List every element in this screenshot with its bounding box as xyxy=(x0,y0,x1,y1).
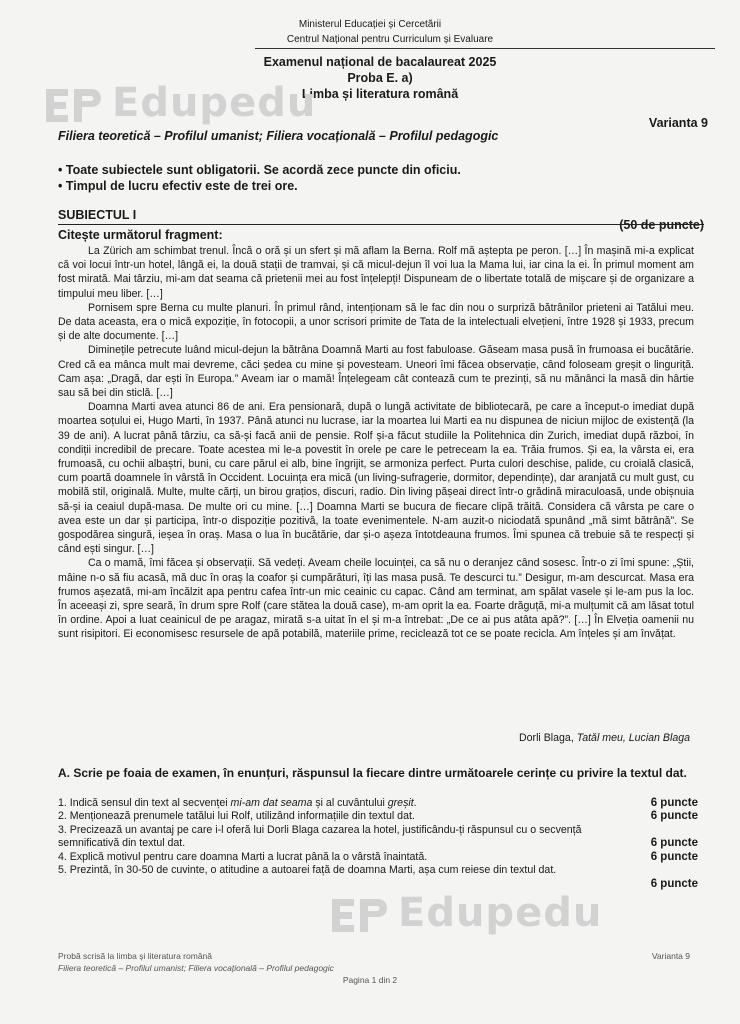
rule-item: • Timpul de lucru efectiv este de trei ore. xyxy=(58,178,698,194)
req-text: 3. Precizează un avantaj pe care i-l oferă lui Dorli Blaga cazarea la hotel, justificându-ți răspunsul cu o secvență semnificativă din textul dat. xyxy=(58,823,582,850)
req-text: 4. Explică motivul pentru care doamna Marti a lucrat până la o vârstă înaintată. xyxy=(58,850,428,863)
subject-rule xyxy=(58,224,704,225)
footer-line1: Probă scrisă la limba și literatura română xyxy=(58,951,213,961)
req-emphasis: mi-am dat seama xyxy=(230,797,313,809)
read-instruction: Citește următorul fragment: xyxy=(58,228,223,242)
requirement-item xyxy=(58,864,698,891)
req-points: 6 puncte xyxy=(650,878,698,891)
watermark-bottom xyxy=(330,890,602,936)
exam-proba: Proba E. a) xyxy=(347,71,413,85)
variant-label: Varianta 9 xyxy=(648,116,708,130)
req-text: și al cuvântului xyxy=(312,797,388,809)
paragraph: Doamna Marti avea atunci 86 de ani. Era pensionară, după o lungă activitate de bibliotecară, pe care a început-o imediat după moartea soțului ei, Hugo Marti, în 1937. Până atunci nu lucrase, iar la moartea lui Marti ea nu dispunea de niciun mijloc de existență (la 39 de ani). A lucrat până târziu, ca să-și facă anii de pensie. Rolf și-a făcut studiile la Politehnica din Zurich, imediat după război, în condiții incredibil de precare. Toate acestea mi le-a povestit în orele pe care le petreceam la ea. Trăia frumos. Și ea, la vârsta ei, era frumoasă, cu ochii albaștri, buni, cu care părul ei alb, bine îngrijit, se armoniza perfect. Purta culori deschise, palide, cu croială clasică, cum poartă doamnele în vârstă în Occident. Locuința era mică (un living-sufragerie, dormitor, dependințe), dar aranjată cu mult gust, cu mobilă stil, originală. Multe, multe cărți, un birou grațios, discuri, radio. Din living pășeai direct într-o grădină miraculoasă, unde obișnuia să-și ia ceaiul după-masa. De multe ori cu mine. […] Doamna Marti se bucura de fiecare clipă trăită. Considera că vârsta pe care o avea este un dar și participa, într-o dispoziție pozitivă, la toate evenimentele. N-am auzit-o niciodată spunând „mă simt bătrână”. Se gospodărea singură, ieșea în oraș. Masa o lua în bucătărie, dar și-o așeza întotdeauna frumos. Îmi spunea că trebuie să te respecți și când ești singur. […] xyxy=(58,401,694,556)
paragraph: Diminețile petrecute luând micul-dejun la bătrâna Doamnă Marti au fost fabuloase. Găseam masa pusă în frumoasa ei bucătărie. Cred că ea mânca mult mai devreme, căci ședea cu mine și povesteam. Uneori îmi făcea observație, când foloseam greșit o linguriță. Cam așa: „Dragă, dar ești în Europa.” Aveam iar o mamă! Înțelegeam cât contează cum te prezinți, să nu mănânci la masă din hârtie sau să bei din sticlă. […] xyxy=(58,344,694,400)
req-points: 6 puncte xyxy=(650,837,698,850)
footer-line2: Filiera teoretică – Profilul umanist; Filiera vocațională – Profilul pedagogic xyxy=(58,963,334,973)
paragraph: La Zürich am schimbat trenul. Încă o oră și un sfert și mă aflam la Berna. Rolf mă aștepta pe peron. […] În mașină mi-a explicat că voi locui într-un hotel, lângă ei, la două stații de tramvai, și că micul-dejun îl voi lua la Mama lui, iar cina la ei. În primul moment am fost mirată. Mai târziu, mi-am dat seama că prietenii mei au fost înțelepți! Dispuneam de o libertate totală de mișcare și de organizare a timpului meu liber. […] xyxy=(58,245,694,300)
page-number: Pagina 1 din 2 xyxy=(342,975,398,985)
requirements-heading: A. Scrie pe foaia de examen, în enunțuri, răspunsul la fiecare dintre următoarele cerințe cu privire la textul dat. xyxy=(58,766,687,780)
filiera-line: Filiera teoretică – Profilul umanist; Filiera vocațională – Profilul pedagogic xyxy=(58,129,499,143)
watermark-text: Edupedu xyxy=(398,890,603,936)
requirement-item xyxy=(58,824,698,851)
source-signature xyxy=(519,732,690,744)
header-rule xyxy=(255,48,715,49)
fragment-text xyxy=(58,244,694,642)
edupedu-logo-icon xyxy=(330,895,388,935)
edupedu-logo-icon xyxy=(44,85,102,125)
requirement-item xyxy=(58,797,698,810)
footer-variant: Varianta 9 xyxy=(651,951,690,961)
center-header: Centrul Național pentru Curriculum și Evaluare xyxy=(286,34,494,45)
req-text: 1. Indică sensul din text al secvenței xyxy=(58,797,231,809)
rules-list xyxy=(58,162,698,194)
req-emphasis: greșit xyxy=(387,797,414,809)
exam-title: Examenul național de bacalaureat 2025 xyxy=(263,55,497,69)
req-text: 2. Menționează prenumele tatălui lui Rolf, utilizând informațiile din textul dat. xyxy=(58,810,415,823)
subject-points: (50 de puncte) xyxy=(619,218,704,232)
req-points: 6 puncte xyxy=(650,850,698,863)
requirement-item xyxy=(58,810,698,823)
watermark-top xyxy=(44,80,316,126)
source-author: Dorli Blaga, xyxy=(519,732,574,744)
requirements-list xyxy=(58,797,698,891)
ministry-header: Ministerul Educației și Cercetării xyxy=(298,19,442,30)
source-work: Tatăl meu, Lucian Blaga xyxy=(576,732,690,744)
paragraph: Pornisem spre Berna cu multe planuri. În primul rând, intenționam să le fac din nou o surpriză bătrânilor prieteni ai Tatălui meu. De data aceasta, era o mică expoziție, în fotocopii, a unor scrisori primite de Tata de la intelectuali elvețieni, între 1928 și 1933, precum și de alte documente. […] xyxy=(58,301,694,343)
subject-label: SUBIECTUL I xyxy=(58,208,137,222)
exam-subject: Limba și literatura română xyxy=(301,87,459,101)
req-points: 6 puncte xyxy=(650,810,698,823)
paragraph: Ca o mamă, îmi făcea și observații. Să vedeți. Aveam cheile locuinței, ca să nu o deranjez când sosesc. Într-o zi îmi spune: „Știi, mâine n-o să fiu acasă, mă duc în oraș la coafor și cumpărături, îți las masa pusă. Te descurci tu.” Desigur, m-am descurcat. Masa era frumos așezată, mi-am încălzit apa pentru cafea într-un mic ceainic cu capac. Când am terminat, am spălat vasele și le-am pus la loc. În aceeași zi, spre seară, în drum spre Rolf (care stătea la două case), m-am oprit la ea. Foarte drăguță, mi-a mulțumit că am lăsat totul în ordine. Apoi a luat ceainicul de pe aragaz, mirată s-a uitat în el și m-a întrebat: „De ce ai pus atâta apă?”. […] În Elveția oamenii nu sunt risipitori. Ei economisesc resursele de apă potabilă, materiile prime, reciclează tot ce se poate recicla. Am înțeles și am învățat. xyxy=(58,557,694,641)
req-points: 6 puncte xyxy=(650,797,698,809)
rule-item: • Toate subiectele sunt obligatorii. Se acordă zece puncte din oficiu. xyxy=(58,162,698,178)
req-text: 5. Prezintă, în 30-50 de cuvinte, o atitudine a autoarei față de doamna Marti, așa cum reiese din textul dat. xyxy=(58,864,557,877)
watermark-text: Edupedu xyxy=(112,80,317,126)
req-text: . xyxy=(413,797,417,809)
requirement-item xyxy=(58,851,698,864)
